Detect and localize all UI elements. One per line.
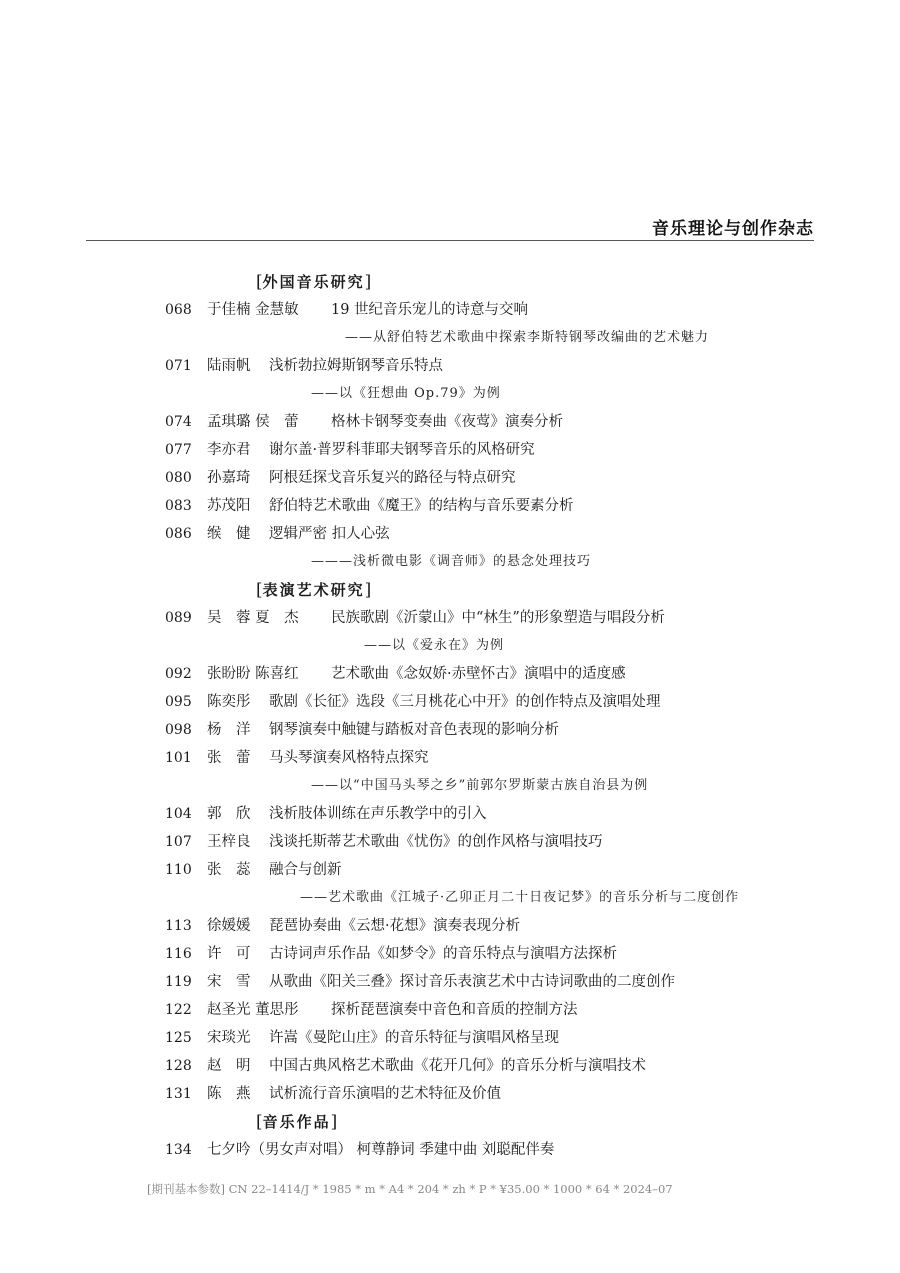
entry-title: 马头琴演奏风格特点探究 [269, 750, 429, 766]
entry-authors: 宋 雪 [207, 974, 251, 990]
entry-subtitle-row [0, 380, 900, 408]
toc-entry[interactable] [0, 1052, 900, 1080]
entry-title: 格林卡钢琴变奏曲《夜莺》演奏分析 [331, 414, 563, 430]
entry-title: 试析流行音乐演唱的艺术特征及价值 [269, 1086, 501, 1102]
page-number: 098 [165, 722, 192, 738]
toc-entry[interactable] [0, 1080, 900, 1108]
toc-entry[interactable] [0, 492, 900, 520]
toc-entry[interactable] [0, 436, 900, 464]
toc-entry[interactable] [0, 940, 900, 968]
entry-authors: 缑 健 [207, 526, 251, 542]
entry-title: 融合与创新 [269, 862, 342, 878]
page-number: 128 [165, 1058, 192, 1074]
entry-title: 19 世纪音乐宠儿的诗意与交响 [331, 302, 529, 318]
entry-subtitle: ——从舒伯特艺术歌曲中探索李斯特钢琴改编曲的艺术魅力 [345, 330, 710, 345]
entry-authors: 赵 明 [207, 1058, 251, 1074]
entry-title: 从歌曲《阳关三叠》探讨音乐表演艺术中古诗词歌曲的二度创作 [269, 974, 675, 990]
toc-entry[interactable] [0, 1136, 900, 1164]
entry-title: 琵琶协奏曲《云想·花想》演奏表现分析 [269, 918, 521, 934]
toc-entry[interactable] [0, 828, 900, 856]
entry-authors: 宋琰光 [207, 1030, 251, 1046]
entry-title: 探析琵琶演奏中音色和音质的控制方法 [331, 1002, 578, 1018]
entry-authors: 孙嘉琦 [207, 470, 251, 486]
entry-subtitle-row [0, 772, 900, 800]
entry-subtitle: ——艺术歌曲《江城子·乙卯正月二十日夜记梦》的音乐分析与二度创作 [300, 890, 740, 905]
page-number: 122 [165, 1002, 192, 1018]
entry-authors: 郭 欣 [207, 806, 251, 822]
entry-title: 舒伯特艺术歌曲《魔王》的结构与音乐要素分析 [269, 498, 574, 514]
entry-title: 谢尔盖·普罗科菲耶夫钢琴音乐的风格研究 [269, 442, 535, 458]
entry-authors: 王梓良 [207, 834, 251, 850]
entry-authors: 张 蕊 [207, 862, 251, 878]
page-number: 104 [165, 806, 192, 822]
page-number: 092 [165, 666, 192, 682]
entry-title: 七夕吟（男女声对唱） 柯尊静词 季建中曲 刘聪配伴奏 [207, 1142, 555, 1158]
section-heading-music-works: [音乐作品] [256, 1112, 338, 1132]
page-number: 077 [165, 442, 192, 458]
entry-authors: 张 蕾 [207, 750, 251, 766]
toc-entry[interactable] [0, 296, 900, 324]
page-number: 110 [165, 862, 192, 878]
section-heading-performance-art: [表演艺术研究] [256, 580, 372, 600]
entry-title: 逻辑严密 扣人心弦 [269, 526, 390, 542]
page-number: 119 [165, 974, 192, 990]
entry-authors: 于佳楠 金慧敏 [207, 302, 299, 318]
page-number: 131 [165, 1086, 192, 1102]
section-heading-foreign-music: [外国音乐研究] [256, 272, 372, 292]
toc-entry[interactable] [0, 856, 900, 884]
entry-authors: 杨 洋 [207, 722, 251, 738]
entry-authors: 张盼盼 陈喜红 [207, 666, 299, 682]
entry-subtitle-row [0, 632, 900, 660]
toc-entry[interactable] [0, 968, 900, 996]
header-divider [86, 240, 814, 241]
page-number: 068 [165, 302, 192, 318]
page-number: 113 [165, 918, 192, 934]
page-number: 089 [165, 610, 192, 626]
entry-subtitle-row [0, 324, 900, 352]
toc-entry[interactable] [0, 912, 900, 940]
entry-authors: 李亦君 [207, 442, 251, 458]
entry-title: 歌剧《长征》选段《三月桃花心中开》的创作特点及演唱处理 [269, 694, 661, 710]
toc-entry[interactable] [0, 660, 900, 688]
entry-authors: 陈奕彤 [207, 694, 251, 710]
page-number: 074 [165, 414, 192, 430]
entry-authors: 徐媛媛 [207, 918, 251, 934]
page-number: 086 [165, 526, 192, 542]
toc-entry[interactable] [0, 996, 900, 1024]
toc-entry[interactable] [0, 744, 900, 772]
entry-title: 中国古典风格艺术歌曲《花开几何》的音乐分析与演唱技术 [269, 1058, 646, 1074]
entry-title: 浅析肢体训练在声乐教学中的引入 [269, 806, 487, 822]
entry-title: 钢琴演奏中触键与踏板对音色表现的影响分析 [269, 722, 559, 738]
page-number: 107 [165, 834, 192, 850]
page-number: 083 [165, 498, 192, 514]
entry-title: 浅析勃拉姆斯钢琴音乐特点 [269, 358, 443, 374]
toc-entry[interactable] [0, 408, 900, 436]
entry-subtitle: ———浅析微电影《调音师》的悬念处理技巧 [311, 554, 592, 569]
entry-title: 许嵩《曼陀山庄》的音乐特征与演唱风格呈现 [269, 1030, 559, 1046]
entry-title: 艺术歌曲《念奴娇·赤壁怀古》演唱中的适度感 [331, 666, 626, 682]
table-of-contents [0, 268, 900, 1164]
journal-parameters: [期刊基本参数] CN 22–1414/J * 1985 * m * A4 * 204 * zh * P * ¥35.00 * 1000 * 64 * 2024–07 [147, 1182, 673, 1196]
toc-entry[interactable] [0, 604, 900, 632]
entry-subtitle: ——以“中国马头琴之乡”前郭尔罗斯蒙古族自治县为例 [311, 778, 649, 793]
entry-title: 浅谈托斯蒂艺术歌曲《忧伤》的创作风格与演唱技巧 [269, 834, 603, 850]
journal-title: 音乐理论与创作杂志 [652, 219, 814, 239]
page-number: 080 [165, 470, 192, 486]
page-number: 125 [165, 1030, 192, 1046]
entry-title: 阿根廷探戈音乐复兴的路径与特点研究 [269, 470, 516, 486]
page-number: 116 [165, 946, 192, 962]
entry-subtitle: ——以《狂想曲 Op.79》为例 [311, 386, 501, 401]
page-number: 134 [165, 1142, 192, 1158]
entry-authors: 苏茂阳 [207, 498, 251, 514]
toc-entry[interactable] [0, 716, 900, 744]
toc-entry[interactable] [0, 688, 900, 716]
entry-authors: 孟琪璐 侯 蕾 [207, 414, 299, 430]
toc-entry[interactable] [0, 1024, 900, 1052]
page-number: 101 [165, 750, 192, 766]
entry-title: 古诗词声乐作品《如梦令》的音乐特点与演唱方法探析 [269, 946, 617, 962]
entry-subtitle: ——以《爱永在》为例 [364, 638, 505, 653]
entry-subtitle-row [0, 884, 900, 912]
toc-entry[interactable] [0, 800, 900, 828]
entry-title: 民族歌剧《沂蒙山》中“林生”的形象塑造与唱段分析 [331, 610, 665, 626]
toc-entry[interactable] [0, 352, 900, 380]
entry-subtitle-row [0, 548, 900, 576]
entry-authors: 吴 蓉 夏 杰 [207, 610, 299, 626]
entry-authors: 陈 燕 [207, 1086, 251, 1102]
entry-authors: 赵圣光 董思彤 [207, 1002, 299, 1018]
page-number: 071 [165, 358, 192, 374]
toc-entry[interactable] [0, 464, 900, 492]
page-number: 095 [165, 694, 192, 710]
toc-entry[interactable] [0, 520, 900, 548]
entry-authors: 陆雨帆 [207, 358, 251, 374]
entry-authors: 许 可 [207, 946, 251, 962]
